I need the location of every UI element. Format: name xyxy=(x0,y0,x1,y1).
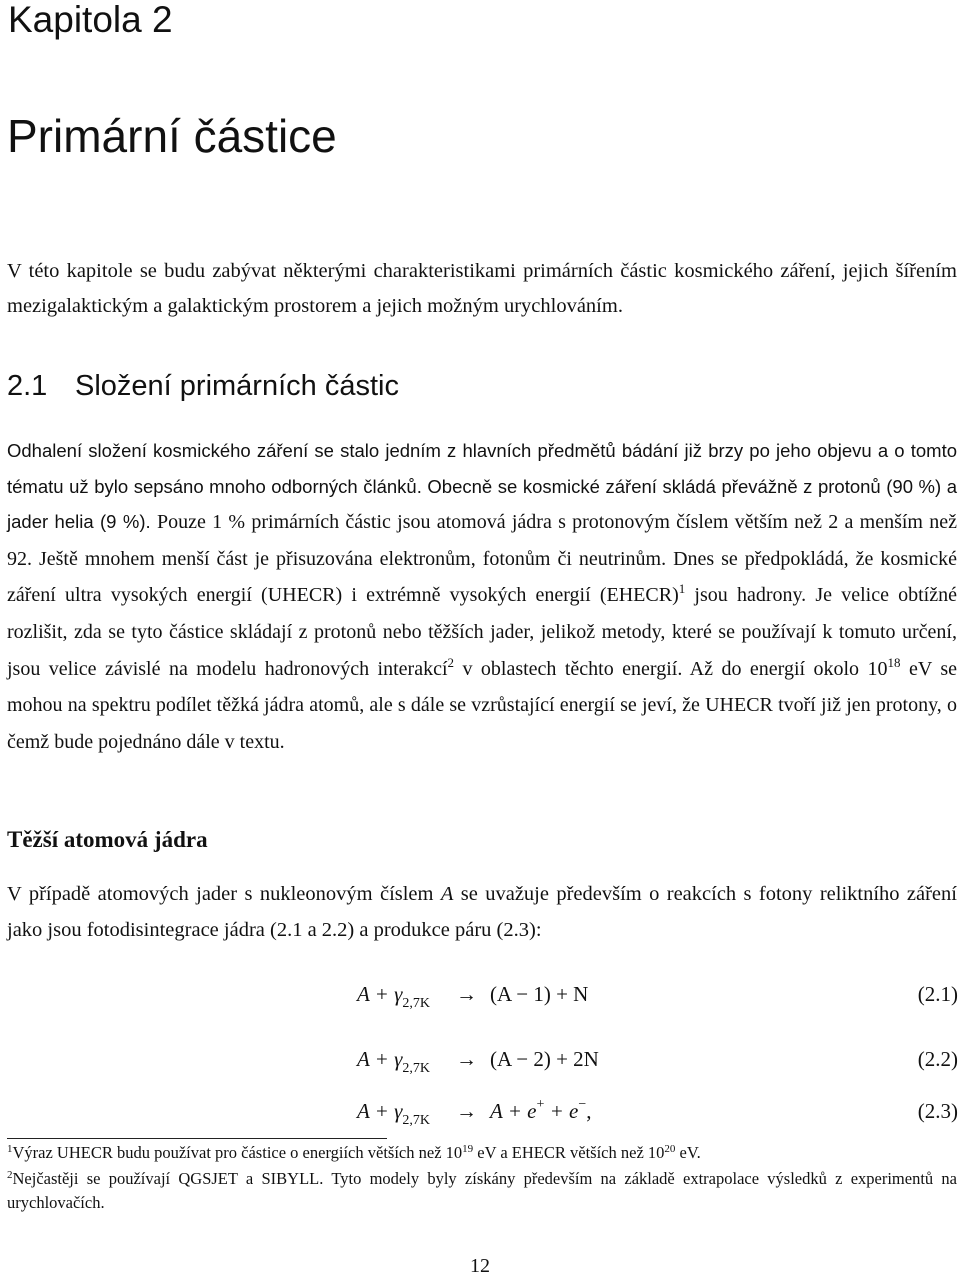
equation-number: (2.2) xyxy=(917,1047,958,1071)
section-text-3: jsou hadrony. Je velice obtížné rozlišit, zda se tyto částice skládají z protonů nebo těžších jader, jelikož metody, které se používají k tomuto určení, jsou velice závislé na modelu hadronových interakcí xyxy=(7,584,957,680)
footnote-2 xyxy=(7,1167,957,1215)
page-number: 12 xyxy=(470,1255,490,1277)
section-paragraph xyxy=(7,433,957,760)
equation-lhs-text: A + γ xyxy=(356,982,403,1006)
footnote-mark: 2 xyxy=(7,1169,13,1181)
section-title: Složení primárních částic xyxy=(75,370,399,402)
subsection-text-2: se uvažuje především o reakcích s fotony reliktního záření jako jsou fotodisintegrace jádra (2.1 a 2.2) a produkce páru (2.3): xyxy=(7,883,957,941)
footnote-text: Nejčastěji se používají QGSJET a SIBYLL. Tyto modely byly získány především na základě extrapolace výsledků z experimentů na urychlovačích. xyxy=(7,1169,957,1212)
footnote-text: eV. xyxy=(675,1143,701,1162)
equation-rhs-sup-plus: + xyxy=(536,1097,545,1112)
equation-subscript: 2,7K xyxy=(402,1061,430,1076)
arrow-icon: → xyxy=(456,982,477,1006)
equation-rhs xyxy=(490,1093,592,1129)
arrow-icon: → xyxy=(456,1099,477,1123)
equation-rhs-sup-minus: − xyxy=(578,1097,587,1112)
equation-rhs: (A − 2) + 2N xyxy=(490,1047,599,1071)
subsection-text-1: V případě atomových jader s nukleonovým číslem xyxy=(7,883,441,905)
equation-rhs-c: , xyxy=(586,1099,592,1123)
equation-lhs-text: A + γ xyxy=(356,1099,403,1123)
equation-subscript: 2,7K xyxy=(402,996,430,1011)
variable-a: A xyxy=(440,883,454,905)
equation-2-3 xyxy=(0,1093,960,1129)
section-number: 2.1 xyxy=(7,370,48,402)
arrow-icon: → xyxy=(456,1047,477,1071)
subsection-paragraph xyxy=(7,876,957,948)
power-exponent: 18 xyxy=(887,654,901,670)
equation-rhs-b: + e xyxy=(544,1099,579,1123)
equation-lhs xyxy=(357,1093,430,1129)
equation-rhs-a: A + e xyxy=(490,1099,537,1123)
equation-lhs xyxy=(357,976,430,1012)
footnote-exponent: 19 xyxy=(462,1143,474,1155)
footnote-divider xyxy=(7,1138,387,1139)
footnote-exponent: 20 xyxy=(664,1143,676,1155)
equation-number: (2.1) xyxy=(917,982,958,1006)
footnote-ref-1: 1 xyxy=(678,581,686,597)
section-text-1: Odhalení složení kosmického záření se stalo jedním z hlavních předmětů bádání již brzy po jeho objevu a o tomto tématu už bylo sepsáno mnoho odborných článků. Obecně se kosmické záření skládá převážně z protonů (90 %) a jader helia (9 %). xyxy=(7,440,957,533)
section-text-2 xyxy=(7,511,957,753)
equation-2-1 xyxy=(0,976,960,1012)
section-text-2a: Pouze 1 % primárních částic jsou atomová jádra s protonovým číslem větším než 2 a menším než 92. Ještě mnohem menší část je přisuzována elektronům, fotonům či neutrinům. Dnes se předpokládá, že kosmické záření ultra vysokých energií (UHECR) i extrémně vysokých energií (EHECR) xyxy=(7,511,958,607)
equation-subscript: 2,7K xyxy=(402,1113,430,1128)
equation-2-2 xyxy=(0,1041,960,1077)
section-text-4: v oblastech těchto energií. Až do energií okolo xyxy=(454,657,868,680)
footnote-1 xyxy=(7,1141,957,1165)
equation-rhs: (A − 1) + N xyxy=(490,982,589,1006)
footnote-mark: 1 xyxy=(7,1143,13,1155)
intro-paragraph: V této kapitole se budu zabývat některými charakteristikami primárních částic kosmického záření, jejich šířením mezigalaktickým a galaktickým prostorem a jejich možným urychlováním. xyxy=(7,260,957,317)
equation-number: (2.3) xyxy=(917,1099,958,1123)
footnote-ref-2: 2 xyxy=(447,654,455,670)
equation-lhs-text: A + γ xyxy=(356,1047,403,1071)
power-base: 10 xyxy=(867,657,888,680)
footnote-text: eV a EHECR větších než 10 xyxy=(473,1143,665,1162)
footnote-text: Výraz UHECR budu používat pro částice o energiích větších než 10 xyxy=(12,1143,463,1162)
equation-lhs xyxy=(357,1041,430,1077)
section-heading xyxy=(7,366,399,406)
subsection-heading: Těžší atomová jádra xyxy=(7,827,208,852)
chapter-label: Kapitola 2 xyxy=(8,0,173,40)
section-text-5: eV se mohou na spektru podílet těžká jádra atomů, ale s dále se vzrůstající energií se jeví, že UHECR tvoří již jen protony, o čemž bude pojednáno dále v textu. xyxy=(7,657,958,753)
chapter-title: Primární částice xyxy=(7,110,337,162)
